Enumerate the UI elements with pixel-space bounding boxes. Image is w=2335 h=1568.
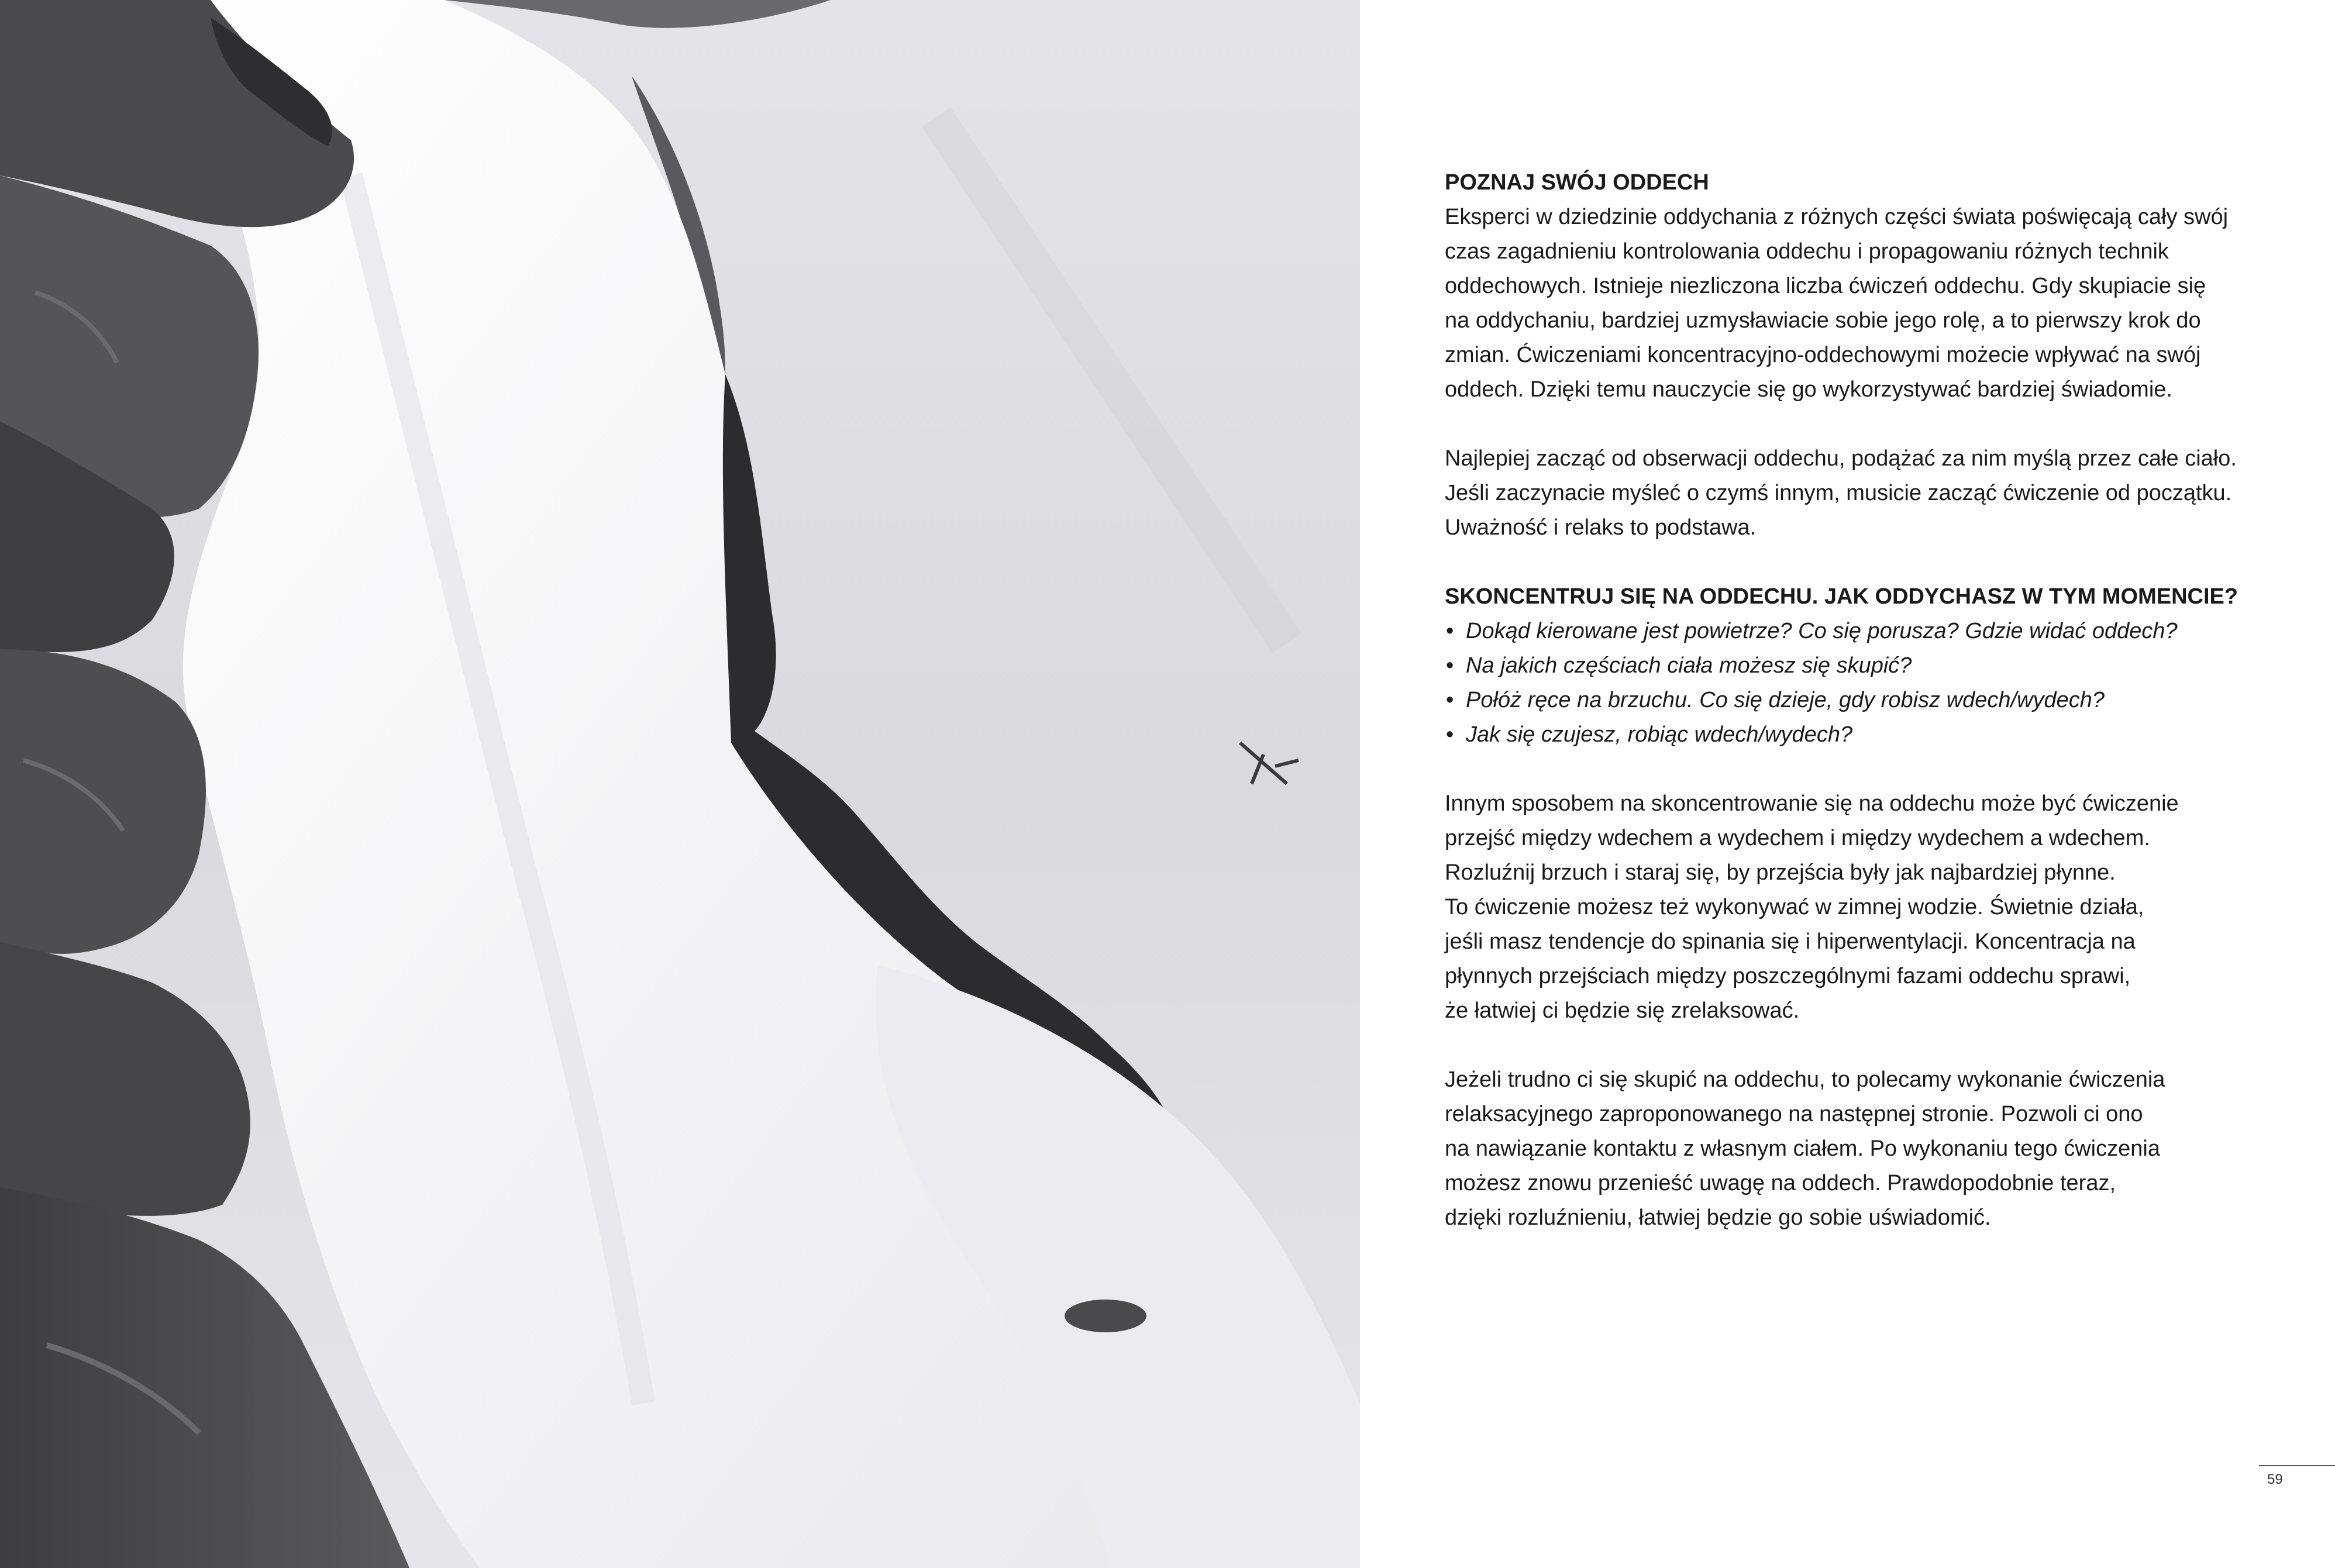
list-item-text: Jak się czujesz, robiąc wdech/wydech? xyxy=(1466,722,1853,747)
paragraph-relaxation xyxy=(1445,1063,2246,1235)
text-line: Innym sposobem na skoncentrowanie się na oddechu może być ćwiczenie xyxy=(1445,791,2179,816)
paragraph-intro xyxy=(1445,200,2246,407)
list-item-text: Na jakich częściach ciała możesz się skupić? xyxy=(1466,653,1912,678)
text-line: płynnych przejściach między poszczególnymi fazami oddechu sprawi, xyxy=(1445,964,2131,988)
text-line: że łatwiej ci będzie się zrelaksować. xyxy=(1445,998,1800,1023)
page-number: 59 xyxy=(2267,1471,2283,1487)
page-number-rule xyxy=(2259,1465,2335,1466)
heading-focus-on-breath: SKONCENTRUJ SIĘ NA ODDECHU. JAK ODDYCHASZ W TYM MOMENCIE? xyxy=(1445,584,2238,609)
bullet-icon: • xyxy=(1446,619,1454,643)
text-line: czas zagadnieniu kontrolowania oddechu i propagowaniu różnych technik xyxy=(1445,239,2169,264)
text-column xyxy=(1445,166,2246,1270)
list-item xyxy=(1445,649,2246,683)
heading-know-your-breath: POZNAJ SWÓJ ODDECH xyxy=(1445,170,1709,195)
text-line: przejść między wdechem a wydechem i między wydechem a wdechem. xyxy=(1445,826,2150,850)
text-line: oddech. Dzięki temu nauczycie się go wykorzystywać bardziej świadomie. xyxy=(1445,377,2172,402)
list-item xyxy=(1445,683,2246,718)
list-item-text: Dokąd kierowane jest powietrze? Co się porusza? Gdzie widać oddech? xyxy=(1466,619,2178,643)
text-page xyxy=(1360,0,2335,1568)
bullet-icon: • xyxy=(1446,688,1454,712)
question-list xyxy=(1445,614,2246,752)
list-item-text: Połóż ręce na brzuchu. Co się dzieje, gdy robisz wdech/wydech? xyxy=(1466,688,2105,712)
text-line: oddechowych. Istnieje niezliczona liczba ćwiczeń oddechu. Gdy skupiacie się xyxy=(1445,274,2206,298)
bullet-icon: • xyxy=(1446,722,1454,747)
text-line: To ćwiczenie możesz też wykonywać w zimnej wodzie. Świetnie działa, xyxy=(1445,895,2144,919)
small-rock xyxy=(1065,1300,1146,1332)
text-line: Najlepiej zacząć od obserwacji oddechu, podążać za nim myślą przez całe ciało. xyxy=(1445,446,2237,471)
text-line: Uważność i relaks to podstawa. xyxy=(1445,515,1757,540)
list-item xyxy=(1445,614,2246,649)
text-line: Jeśli zaczynacie myśleć o czymś innym, musicie zacząć ćwiczenie od początku. xyxy=(1445,481,2232,505)
bullet-icon: • xyxy=(1446,653,1454,678)
text-line: na nawiązanie kontaktu z własnym ciałem. Po wykonaniu tego ćwiczenia xyxy=(1445,1136,2160,1161)
text-line: zmian. Ćwiczeniami koncentracyjno-oddechowymi możecie wpływać na swój xyxy=(1445,343,2201,367)
list-item xyxy=(1445,718,2246,752)
text-line: Rozluźnij brzuch i staraj się, by przejścia były jak najbardziej płynne. xyxy=(1445,860,2116,885)
text-line: możesz znowu przenieść uwagę na oddech. Prawdopodobnie teraz, xyxy=(1445,1171,2116,1195)
text-line: relaksacyjnego zaproponowanego na następnej stronie. Pozwoli ci ono xyxy=(1445,1102,2143,1126)
paragraph-observation xyxy=(1445,442,2246,545)
text-line: Eksperci w dziedzinie oddychania z różnych części świata poświęcają cały swój xyxy=(1445,205,2229,229)
paragraph-transitions xyxy=(1445,787,2246,1028)
text-line: na oddychaniu, bardziej uzmysławiacie sobie jego rolę, a to pierwszy krok do xyxy=(1445,308,2201,333)
text-line: jeśli masz tendencje do spinania się i hiperwentylacji. Koncentracja na xyxy=(1445,929,2136,954)
text-line: Jeżeli trudno ci się skupić na oddechu, to polecamy wykonanie ćwiczenia xyxy=(1445,1067,2165,1092)
text-line: dzięki rozluźnieniu, łatwiej będzie go sobie uświadomić. xyxy=(1445,1205,1991,1230)
